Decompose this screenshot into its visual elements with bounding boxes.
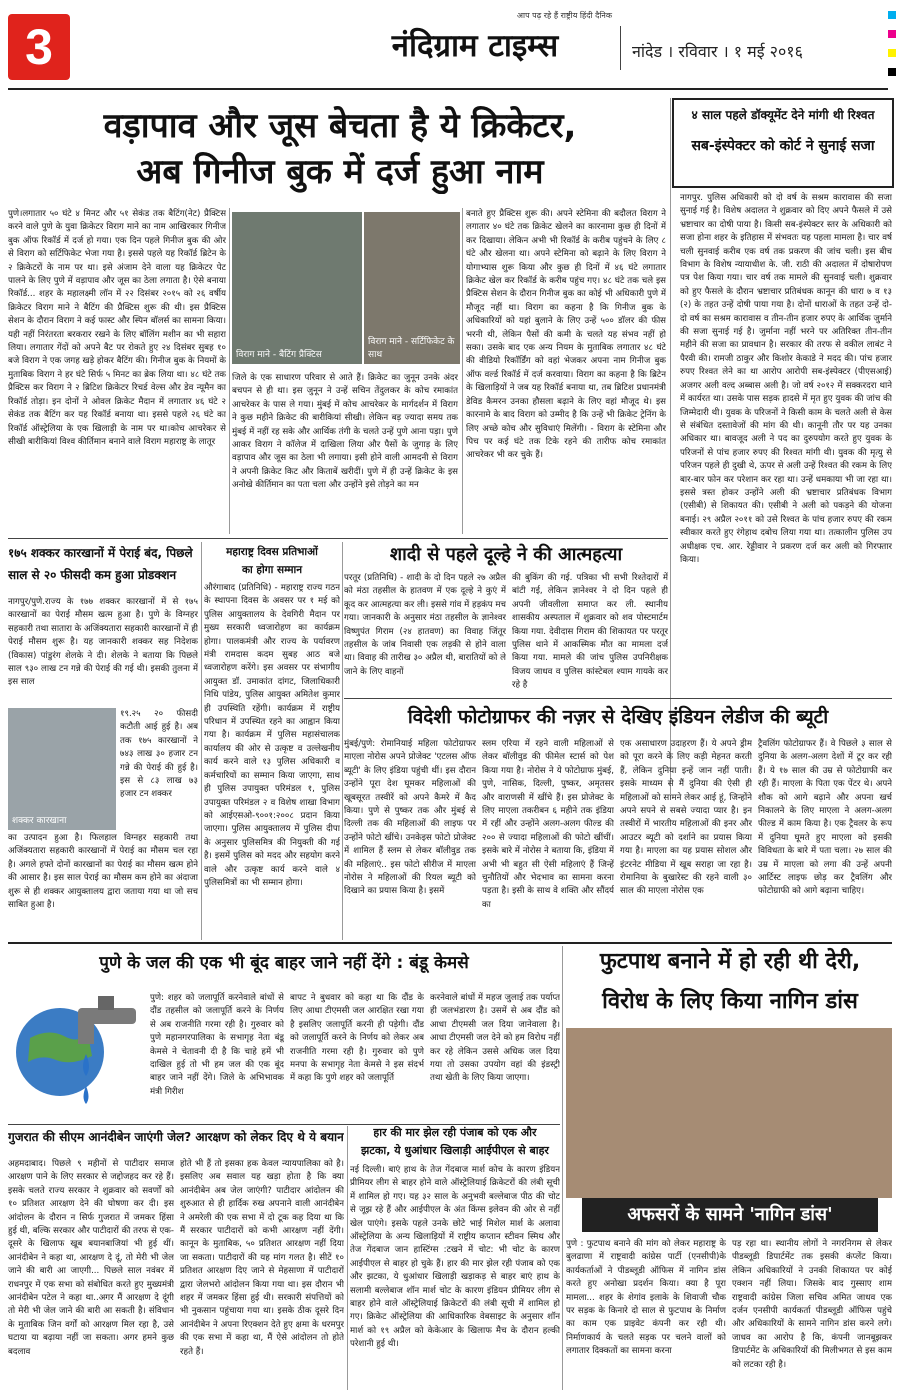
masthead-rule: [8, 88, 888, 90]
photographer-story-col2: स्लम एरिया में रहने वाली महिलाओं से लेकर बॉलीवुड की फीमेल स्टार्स को पेश किया गया है। नोरोस ने ये फोटोग्राफ मुंबई, पुणे, नासिक, दिल्ली, पुष्कर, अमृतसर और वाराणसी में खींचे हैं। इस प्रोजेक्ट के लिए माएला तकरीबन ६ महीने तक इंडिया में रहीं और उन्होंने अलग-अलग फील्ड की २०० से ज्यादा महिलाओं की फोटो खींचीं। इसके बारे में नोरोस ने बताया कि, इंडिया में अभी भी बहुत सी ऐसी महिलाएं हैं जिन्हें चुनौतियों और भेदभाव का सामना करना पड़ता है। इसी के साथ वे शक्ति और सौंदर्य का: [482, 739, 614, 910]
sugar-story-body-bottom: का उत्पादन हुआ है। फिलहाल विग्नहर सहकारी तथा अजिंक्यतारा सहकारी कारखानों में पेराई का मौसम चल रहा है। अगले हफ्ते दोनों कारखानों का पेराई का मौसम खत्म होने की आसार है। इस साल पेराई का मौसम कम होने का अंदाजा शुरू से ही शक्कर आयुक्तालय द्वारा जताया गया था जो सच साबित हुआ है।: [8, 833, 198, 911]
section-rule: [344, 698, 892, 699]
sugar-story-body-side: १९.२५ २० फीसदी कटौती आई हुई है। अब तक १७५ कारखानों ने ७४३ लाख ३० हजार टन गन्ने की पेराई की हुई है। इस से ८३ लाख ७३ हजार टन शक्कर: [120, 709, 198, 800]
masthead-divider: [620, 26, 621, 70]
lead-story-col2: जिले के एक साधारण परिवार से आते हैं। क्रिकेट का जुनून उनके अंदर बचपन से ही था। इस जुनून ने उन्हें सचिन तेंदुलकर के कोच रमाकांत आचरेकर के पास ले गया। मुंबई में कोच आचरेकर के मार्गदर्शन में विराग ने कुछ महीने क्रिकेट की बारीकियां सीखी। लेकिन बड़ ज्यादा समय तक मुंबई में नहीं रह सके और आर्थिक तंगी के चलते उन्हें पुणे आना पड़ा। पुणे आकर विराग ने कॉलेज में दाखिला लिया और पैसों के जुगाड़ के लिए वड़ापाव और जूस का ठेला भी लगाया। इसी होने वाली आमदनी से विराग ने अपनी क्रिकेट किट और किताबें खरीदीं। पुणे में ही उन्हें क्रिकेट के इस अनोखे कीर्तिमान का पता चला और उन्होंने इसे तोड़ने का मन: [232, 373, 458, 491]
photographer-headline: विदेशी फोटोग्राफर की नज़र से देखिए इंडियन लेडीज की ब्यूटी: [407, 706, 829, 728]
lead-photo-batting: [232, 212, 362, 364]
lead-headline-line2: अब गिनीज बुक में दर्ज हुआ नाम: [136, 152, 544, 192]
naagin-photo-caption: अफसरों के सामने 'नागिन डांस': [627, 1204, 833, 1225]
lead-photo-certificate: [364, 212, 460, 364]
page-number: 3: [25, 19, 53, 75]
masthead-tagline: आप पढ़ रहे हैं राष्ट्रीय हिंदी दैनिक: [516, 11, 612, 20]
section-rule: [8, 942, 892, 944]
punjab-story-body: नई दिल्ली। बाएं हाथ के तेज गेंदबाज मार्श कोच के कारण इंडियन प्रीमियर लीग से बाहर होने वाले ऑस्ट्रेलियाई क्रिकेटरों की लंबी सूची में शामिल हो गए। यह ३२ साल के अनुभवी बल्लेबाज पीठ की चोट से जूझ रहे हैं और आईपीएल के अंत किंग्स इलेवन की ओर से नहीं खेल पाएंगे। इसके पहले उनके छोटे भाई मिशेल मार्श के अलावा ऑस्ट्रेलिया के अन्य खिलाड़ियों में राष्ट्रीय कप्तान स्टीवन स्मिथ और तेज गेंदबाज जान हास्टिंग्स :टखने में चोट: भी चोट के कारण आईपीएल से बाहर हो चुके हैं। हार की मार झेल रही पंजाब को एक और झटका, ये धुआंधार खिलाड़ी खड़ाकड़ से बाहर बाएं हाथ के सलामी बल्लेबाज शॉन मार्श चोट के कारण इंडियन प्रीमियर लीग से बाहर होने वाले ऑस्ट्रेलियाई क्रिकेटरों की लंबी सूची में शामिल हो गए। क्रिकेट ऑस्ट्रेलिया की आधिकारिक वेबसाइट के अनुसार शॉन मार्श को १९ अप्रैल को केकेआर के खिलाफ मैच के दौरान हल्की परेशानी हुई थी।: [350, 1165, 560, 1350]
photographer-story-col3: एक असाधारण उदाहरण हैं। ये अपने ड्रीम को पूरा करने के लिए कड़ी मेहनत करती हैं, लेकिन दुनिया इन्हें जान नहीं पाती। इसके माध्यम से मैं दुनिया की ऐसी ही महिलाओं को सामने लेकर आई हूं, जिन्होंने अपने सपने से सबसे ज्यादा प्यार है। इन तस्वीरों में भारतीय महिलाओं की इनर और आउटर ब्यूटी को दर्शाने का प्रयास किया गया है। माएला का यह प्रयास सोशल और इंटरनेट मीडिया में खूब सराहा जा रहा है। रोमानिया के बुखारेस्ट की रहने वाली ३० साल की माएला नोरोस एक: [620, 739, 752, 897]
water-tap-illustration: [8, 990, 148, 1122]
color-registration-marks: [888, 6, 896, 82]
col-separator: [201, 542, 202, 940]
marriage-story-col2: की बुकिंग की गई. पत्रिका भी सभी रिश्तेदारों में बांटी गई, लेकिन ज्ञानेश्वर ने दो दिन पहले ही अपनी जीवलीला समाप्त कर ली. स्थानीय शासकीय अस्पताल में शुक्रवार को शव पोस्टमार्टम किया गया. देवीदास गिराम की शिकायत पर परतूर पुलिस थाने में आकस्मिक मौत का मामला दर्ज किया गया. मामले की जांच पुलिस उपनिरीक्षक विजय जाधव व पुलिस कांस्टेबल श्याम गायके कर रहे है: [512, 573, 668, 691]
masthead: [0, 0, 900, 92]
water-headline: पुणे के जल की एक भी बूंद बाहर जाने नहीं देंगे : बंडू केमसे: [99, 953, 469, 973]
col-separator: [347, 1126, 348, 1390]
bribe-headline-line1: ४ साल पहले डॉक्यूमेंट देने मांगी थी रिश्वत: [691, 108, 875, 122]
sugar-headline-line1: १७५ शक्कर कारखानों में पेराई बंद, पिछले: [8, 546, 193, 560]
punjab-headline-line2: झटका, ये धुआंधार खिलाड़ी आईपीएल से बाहर: [361, 1144, 549, 1157]
sugar-factory-photo: [8, 708, 116, 830]
sugar-story-body-top: नागपुर/पुणे.राज्य के १७७ शक्कर कारखानों में से १७५ कारखानों का पेराई मौसम खत्म हुआ है। पुणे के विग्नहर सहकारी तथा सातारा के अजिंक्यतारा सहकारी कारखानों में ही पेराई मौसम शुरू है। यह जानकारी शक्कर सह निदेशक (विकास) पांडुरंग शेलके ने दी। शेलके ने बताया कि पिछले साल ९३० लाख टन गन्ने की पेराई की गई थी। इसकी तुलना में इस साल: [8, 597, 198, 688]
naagin-story-col1: पुणे : फुटपाथ बनाने की मांग को लेकर महाराष्ट्र के बुलढाणा में राष्ट्रवादी कांग्रेस पार्टी (एनसीपी)के कार्यकर्ताओं ने पीडब्लूडी ऑफिस में नागिन डांस करते हुए अनोखा प्रदर्शन किया। क्या है पूरा मामला... शहर के शेगांव इलाके के शिवाजी चौक पर सड़क के किनारे दो साल से फुटपाथ के निर्माण का काम एक प्राइवेट कंपनी कर रही थी। निर्माणकार्य के चलते सड़क पर चलने वालों को लगातार दिक्कतों का सामना करना: [566, 1239, 726, 1357]
section-rule: [8, 538, 668, 539]
gujarat-story-col1: अहमदाबाद। पिछले ९ महीनों से पाटीदार समाज आरक्षण पाने के लिए सरकार से जद्दोजहद कर रहे हैं। इसके चलते राज्य सरकार ने शुक्रवार को सवर्णों को १० प्रतिशत आरक्षण देने की घोषणा कर दी। इस आंदोलन के दौरान न सिर्फ गुजरात में जमकर हिंसा हुई थी, बल्कि सरकार और पाटीदारों की तरफ से एक-दूसरे के खिलाफ खूब बयानबाजियां भी हुई थीं। आनंदीबेन ने कहा था, आरक्षण दे दूं, तो मेरी भी जेल जाने की बारी आ जाएगी... पिछले साल नवंबर में राधनपुर में एक सभा को संबोधित करते हुए मुख्यमंत्री आनंदीबेन पटेल ने कहा था..अगर मैं आरक्षण दे दूंगी तो मेरी भी जेल जाने की बारी आ सकती है। संविधान के मुताबिक जिन वर्गों को आरक्षण मिल रहा है, उसे घटाया या बढ़ाया नहीं जा सकता। अगर हमने कुछ बदलाव: [8, 1159, 174, 1357]
marriage-headline: शादी से पहले दूल्हे ने की आत्महत्या: [389, 544, 623, 565]
lead-story-col3: बनाते हुए प्रैक्टिस शुरू की। अपने स्टेमिना की बदौलत विराग ने लगातार ४० घंटे तक क्रिकेट खेलने का कारनामा कुछ ही दिनों में कर दिखाया। लेकिन अभी भी रिकॉर्ड के करीब पहुंचने के लिए ८ घंटे और खेलना था। अपने स्टेमिना को बढ़ाने के लिए विराग ने योगाभ्यास शुरू किया और कुछ ही दिनों में ४६ घंटे लगातार क्रिकेट खेल कर रिकॉर्ड के करीब पहुंच गए। ४८ घंटे तक चले इस प्रैक्टिस सेशन के दौरान गिनीज बुक का कोई भी अधिकारी पुणे में मौजूद नहीं था। विराग का कहना है कि गिनीज बुक के अधिकारियों को यहां बुलाने के लिए उन्हें ५०० डॉलर की फीस भरनी थी, लेकिन पैसों की कमी के चलते यह संभव नहीं हो सका। उसके बाद एक अन्य नियम के मुताबिक लगातार ४८ घंटे की वीडियो रिकॉर्डिंग को वहां भेजकर अपना नाम गिनीज बुक ऑफ वर्ल्ड रिकॉर्ड में दर्ज करवाया। विराग का कहना है कि ब्रिटेन के खिलाड़ियों ने जब यह रिकॉर्ड बनाया था, तब ब्रिटिश प्रधानमंत्री डेविड कैमरन उनका हौसला बढ़ाने के लिए वहां मौजूद थे। इस कारनामे के बाद विराग को उम्मीद है कि उन्हें भी क्रिकेट ट्रेनिंग के लिए अच्छे कोच और सुविधाएं मिलेंगी। - विराग के स्टेमिना और पिच पर कई घंटे तक टिके रहने की तारीफ कोच रमाकांत आचरेकर भी कर चुके हैं।: [466, 209, 666, 461]
naagin-headline-line2: विरोध के लिए किया नागिन डांस: [602, 989, 858, 1014]
gujarat-story-col2: होते भी हैं तो इसका हक केवल न्यायपालिका को है। इसलिए अब सवाल यह खड़ा होता है कि क्या आनंदीबेन अब जेल जाएंगी? पाटीदार आंदोलन की शुरुआत से ही हार्दिक रुख अपनाने वाली आनंदीबेन ने अमरेली की एक सभा में दो टूक कह दिया था कि मैं सरकार पाटीदारों को कभी आरक्षण नहीं देंगी। कानून के मुताबिक, ५० प्रतिशत आरक्षण नहीं दिया जा सकता। पाटीदारों की यह मांग गलत है। सीटें १० प्रतिशत आरक्षण दिए जाने से मेहसाणा में पाटीदारों द्वारा जेलभरो आंदोलन किया गया था। इस दौरान भी शहर में जमकर हिंसा हुई थी। सरकारी संपत्तियों को भी नुकसान पहुंचाया गया था। इसके ठीक दूसरे दिन आनंदीबेन ने अपना रिएक्शन देते हुए क्षमा के धरमपुर की एक सभा में कहा था, मैं ऐसे आंदोलन तो होते रहते हैं।: [180, 1159, 344, 1357]
col-separator: [562, 946, 563, 1390]
dateline: नांदेड । रविवार । १ मई २०१६: [632, 42, 803, 61]
bribe-headline-line2: सब-इंस्पेक्टर को कोर्ट ने सुनाई सजा: [691, 138, 875, 154]
bribe-story-body: नागपुर. पुलिस अधिकारी को दो वर्ष के सश्रम कारावास की सजा सुनाई गई है। विशेष अदालत ने शुक्रवार को दिए अपने फैसले में उसे भ्रष्टाचार का दोषी पाया है। किसी सब-इंस्पेक्टर स्तर के अधिकारी को सजा होना शहर के इतिहास में संभवतः यह पहला मामला है। चार वर्ष चली सुनवाई करीब एक वर्ष तक प्रकरण की जांच चली। इस बीच विभाग के विशेष न्यायाधीश के. जी. राठी की अदालत में दोषारोपण पत्र पेश किया गया। चार वर्ष तक मामले की सुनवाई चली। शुक्रवार को हुए फैसले के दौरान भ्रष्टाचार प्रतिबंधक कानून की धारा ७ व १३ (२) के तहत उन्हें दोषी पाया गया है। दोनों धाराओं के तहत उन्हें दो-दो वर्ष का सश्रम कारावास व तीन-तीन हजार रुपए के आर्थिक जुर्माने की सजा सुनाई गई है। जुर्माना नहीं भरने पर अतिरिक्त तीन-तीन महीने की सजा का प्रावधान है। सरकार की तरफ से वकील लाबंट ने पैरवी की। रामजी ठाकुर और किशोर केकाडे ने मदद की। पांच हजार रुपए रिश्वत लेने का था आरोप आरोपी सब-इंस्पेक्टर (पीएसआई) अजगर अली वल्द अब्बास अली है। जो वर्ष २०१२ में सक्करदरा थाने में कार्यरत था। उसके पास सड़क हादसे में मृत हुए युवक की जांच की जिम्मेदारी थी। युवक के परिजनों ने किसी काम के चलते अली से केस से संबंधित दस्तावेजों की मांग की थी। कानूनी तौर पर यह उनका अधिकार था। बावजूद अली ने पद का दुरुपयोग करते हुए युवक के परिजनों से पांच हजार रुपए की रिश्वत मांगी थी। युवक की मृत्यु से परिजन पहले ही दुखी थे, ऊपर से अली उन्हें रिश्वत की रकम के लिए बार-बार फोन कर परेशान कर रहा था। उन्हें धमकाया भी जा रहा था। इससे त्रस्त होकर उन्होंने अली की भ्रष्टाचार प्रतिबंधक विभाग (एसीबी) से शिकायत की। एसीबी ने अली को पकड़ने की योजना बनाई। २९ अप्रैल २०११ को उसे रिश्वत के पांच हजार रुपए की रकम स्वीकार करते हुए रंगेहाथ दबोच लिया गया था। तत्कालीन पुलिस उप अधीक्षक एच. आर. रेड्डीवार ने प्रकरण दर्ज कर अली को गिरफ्तार किया।: [680, 193, 892, 565]
lead-photo-certificate-label: विराग माने - सर्टिफिकेट के साथ: [368, 337, 455, 360]
lead-photo-batting-label: विराग माने - बैटिंग प्रैक्टिस: [236, 350, 322, 360]
tap-icon: [8, 990, 148, 1122]
naagin-headline-line1: फुटपाथ बनाने में हो रही थी देरी,: [599, 949, 861, 974]
sugar-headline-line2: साल से २० फीसदी कम हुआ प्रोडक्शन: [8, 568, 177, 582]
photographer-story-col1: मुंबई/पुणे: रोमानियाई महिला फोटोग्राफर माएला नोरोस अपने प्रोजेक्ट 'एटलस ऑफ ब्यूटी' के लिए इंडिया पहुंची थीं। इस दौरान उन्होंने पूरा देश घूमकर महिलाओं की खूबसूरत तस्वीरें को अपने कैमरे में कैद किया। पुणे से पुष्कर तक और मुंबई से दिल्ली तक की महिलाओं की लाइफ पर उन्होंने फोटो खींचे। उनकेइस फोटो प्रोजेक्ट में शामिल हैं स्लम से लेकर बॉलीवुड तक की महिलाएं.. इस फोटो सीरीज में माएला नोरोस ने महिलाओं की रियल ब्यूटी को दिखाने का प्रयास किया है। इसमें: [344, 739, 476, 897]
punjab-headline-line1: हार की मार झेल रही पंजाब को एक और: [373, 1126, 537, 1139]
marriage-story-col1: परतूर (प्रतिनिधि) - शादी के दो दिन पहले २७ अप्रैल को मंठा तहसील के हातवण में एक दूल्हे ने कुएं में कूद कर आत्महत्या कर ली। इससे गांव में हड़कंप मच गया। जानकारी के अनुसार मंठा तहसील के ज्ञानेश्वर विष्णुपंत गिराम (२४ हातवण) का विवाह जिंतूर तहसील के जांब निवासी एक लड़की से होने वाला था। विवाह की तारीख ३० अप्रैल थी, बारातियों को ले जाने के लिए वाहनों: [344, 573, 506, 677]
photographer-story-col4: ट्रैवलिंग फोटोग्राफर हैं। वे पिछले ३ साल से दुनिया के अलग-अलग देशों में टूर कर रही हैं। ये १७ साल की उम्र से फोटोग्राफी कर रही हैं। माएला के पिता एक पेंटर थे। अपने शौक को आगे बढ़ाने और अपना खर्च निकालने के लिए माएला ने अलग-अलग फील्ड में काम किया है। एक ट्रैवलर के रूप में दुनिया घूमते हुए माएला को इसकी विविधता के बारे में पता चला। २७ साल की उम्र में माएला को लगा की उन्हें अपनी आर्टिस्ट लाइफ छोड़ कर ट्रैवलिंग और फोटोग्राफी को आगे बढ़ाना चाहिए।: [758, 739, 892, 897]
lead-headline-line1: वड़ापाव और जूस बेचता है ये क्रिकेटर,: [103, 106, 577, 146]
maharashtra-story-body: औरंगाबाद (प्रतिनिधि) - महाराष्ट्र राज्य गठन के स्थापना दिवस के अवसर पर १ मई को पुलिस आयुक्तालय के देवगिरी मैदान पर मुख्य सरकारी ध्वजारोहण का कार्यक्रम होगा। पालकमंत्री और राज्य के पर्यावरण मंत्री रामदास कदम सुबह आठ बजे ध्वजारोहण करेंगे। इस अवसर पर संभागीय आयुक्त डॉ. उमाकांत दांगट, जिलाधिकारी निधि पांडेय, पुलिस आयुक्त अमितेश कुमार ही उपस्थिति रहेंगी। कार्यक्रम में राष्ट्रीय परिधान में उपस्थित रहने का आह्वान किया गया है। कार्यक्रम में पुलिस महासंचालक कार्यालय की ओर से उत्कृष्ट व उल्लेखनीय कार्य करने वाले १३ पुलिस अधिकारी व कर्मचारियों का सम्मान किया जाएगा, साथ ही पुलिस उपायुक्त परिमंडल १, पुलिस उपायुक्त परिमंडल २ व विशेष शाखा विभाग को आईएसओ-९००१:२००८ प्रदान किया जाएगा। पुलिस आयुक्तालय में पुलिस दीपा के अनुसार पुलिसमित्र की नियुक्ती की गई है। इसमें पुलिस को मदद और सहयोग करने वाले और उत्कृष्ट कार्य करने वाले ४ पुलिसमित्रों का भी सम्मान होगा।: [204, 583, 340, 888]
water-story-col3: करनेवाले बांधों में महज जुलाई तक पर्याप्त ही जलभंडारण है। उसमें से अब दौंड को आधा टीएमसी जल दिया जानेवाला है। आधा टीएमसी जल देने को हम विरोध नहीं कर रहे लेकिन उससे अधिक जल दिया गया तो उसका उपयोग वहां की इंडस्ट्री तथा खेती के लिए किया जाएगा।: [430, 993, 560, 1084]
water-story-col2: बापट ने बुधवार को कहा था कि दौंड के लिए आधा टीएमसी जल आरक्षित रखा गया है इसलिए जलापूर्ति करनी ही पड़ेगी। दौंड को जलापूर्ति करने के निर्णय को लेकर अब राजनीति गरमा रही है। गुरुवार को पुणे मनपा के सभागृह नेता केमसे ने इस संदर्भ में कहा कि पुणे शहर को जलापूर्ति: [290, 993, 424, 1084]
maharashtra-headline-line1: महाराष्ट्र दिवस प्रतिभाओं: [226, 546, 318, 558]
col-separator: [462, 208, 463, 534]
water-story-col1: पुणे: शहर को जलापूर्ति करनेवाले बांधों से दौंड तहसील को जलापूर्ति करने के निर्णय से अब राजनीति गरमा रही है। गुरुवार को पुणे महानगरपालिका के सभागृह नेता बंडू केमसे ने चेतावनी दी है कि चाहे हमें भी दाखिल हुई तो भी हम जल की एक बूंद बाहर जाने नहीं देंगे। जिले के अभिभावक मंत्री गिरीश: [150, 993, 284, 1097]
maharashtra-headline-line2: का होगा सम्मान: [241, 564, 303, 576]
lead-story-col1: पुणे।लगातार ५० घंटे ४ मिनट और ५१ सेकंड तक बैटिंग(नेट) प्रैक्टिस करने वाले पुणे के युवा क्रिकेटर विराग माने का नाम आखिरकार गिनीज बुक ऑफ रिकॉर्ड में दर्ज हो गया। एक दिन पहले गिनीज बुक की ओर से विराग को सर्टिफिकेट भेजा गया है। इससे पहले यह रिकॉर्ड ब्रिटेन के २ क्रिकेटरों के नाम पर था। इसे अंजाम देने वाला यह क्रिकेटर पेट पालने के लिए पुणे में वड़ापाव और जूस का ठेला लगाता है। ऐसे बनाया रिकॉर्ड... शहर के महालक्ष्मी लॉन में २२ दिसंबर २०१५ को २६ वर्षीय क्रिकेटर विराग माने ने बैटिंग की प्रैक्टिस शुरू की थी। इस प्रैक्टिस सेशन के दौरान विराग ने कई फास्ट और स्पिन बॉलर्स का सामना किया। यही नहीं निरंतरता बरकरार रखने के लिए बॉलिंग मशीन का भी सहारा लिया। लगातार गेंदों को अपने बैट पर रोकते हुए २४ दिसंबर सुबह १० बजे विराग ने एक जगह खड़े होकर बैटिंग की। गिनीज बुक के नियमों के मुताबिक विराग ने हर घंटे सिर्फ ५ मिनट का ब्रेक लिया था। ४८ घंटे तक प्रैक्टिस कर विराग ने २ ब्रिटिश क्रिकेटर रिचर्ड वेल्स और डेव न्यूमैन का रिकॉर्ड तोड़ा। इन दोनों ने ओवल क्रिकेट मैदान में लगातार ४६ घंटे २ सेकंड तक बैटिंग कर यह रिकॉर्ड बनाया था। इससे पहले २६ घंटे का रिकॉर्ड ऑस्ट्रेलिया के एक खिलाड़ी के नाम पर था।कोच आचरेकर से सीखी बारीकियां विश्व कीर्तिमान बनाने वाले विराग महाराष्ट्र के लातूर: [8, 209, 226, 447]
gujarat-headline: गुजरात की सीएम आनंदीबेन जाएंगी जेल? आरक्षण को लेकर दिए थे ये बयान: [8, 1130, 344, 1144]
naagin-dance-photo: [566, 1028, 892, 1198]
col-separator: [342, 542, 343, 940]
naagin-story-col2: पड़ रहा था। स्थानीय लोगों ने नगरनिगम से लेकर पीडब्लूडी डिपार्टमेंट तक इसकी कंप्लेंट किया। लेकिन अधिकारियों ने उनकी शिकायत पर कोई एक्शन नहीं लिया। जिसके बाद गुस्साए शाम राष्ट्रवादी कांग्रेस जिला सचिव अमित जाधव एक दर्जन एनसीपी कार्यकर्ता पीडब्लूडी ऑफिस पहुंचे और अधिकारियों के सामने नागिन डांस करने लगे। जाधव का आरोप है कि, कंपनी जानबूझकर डिपार्टमेंट के अधिकारियों की मिलीभगत से इस काम को लटका रही है।: [732, 1239, 892, 1370]
paper-name-logo: नंदिग्राम टाइम्स: [391, 28, 559, 64]
sugar-factory-photo-label: शक्कर कारखाना: [12, 816, 67, 826]
col-separator: [670, 98, 671, 794]
col-separator: [229, 208, 230, 534]
